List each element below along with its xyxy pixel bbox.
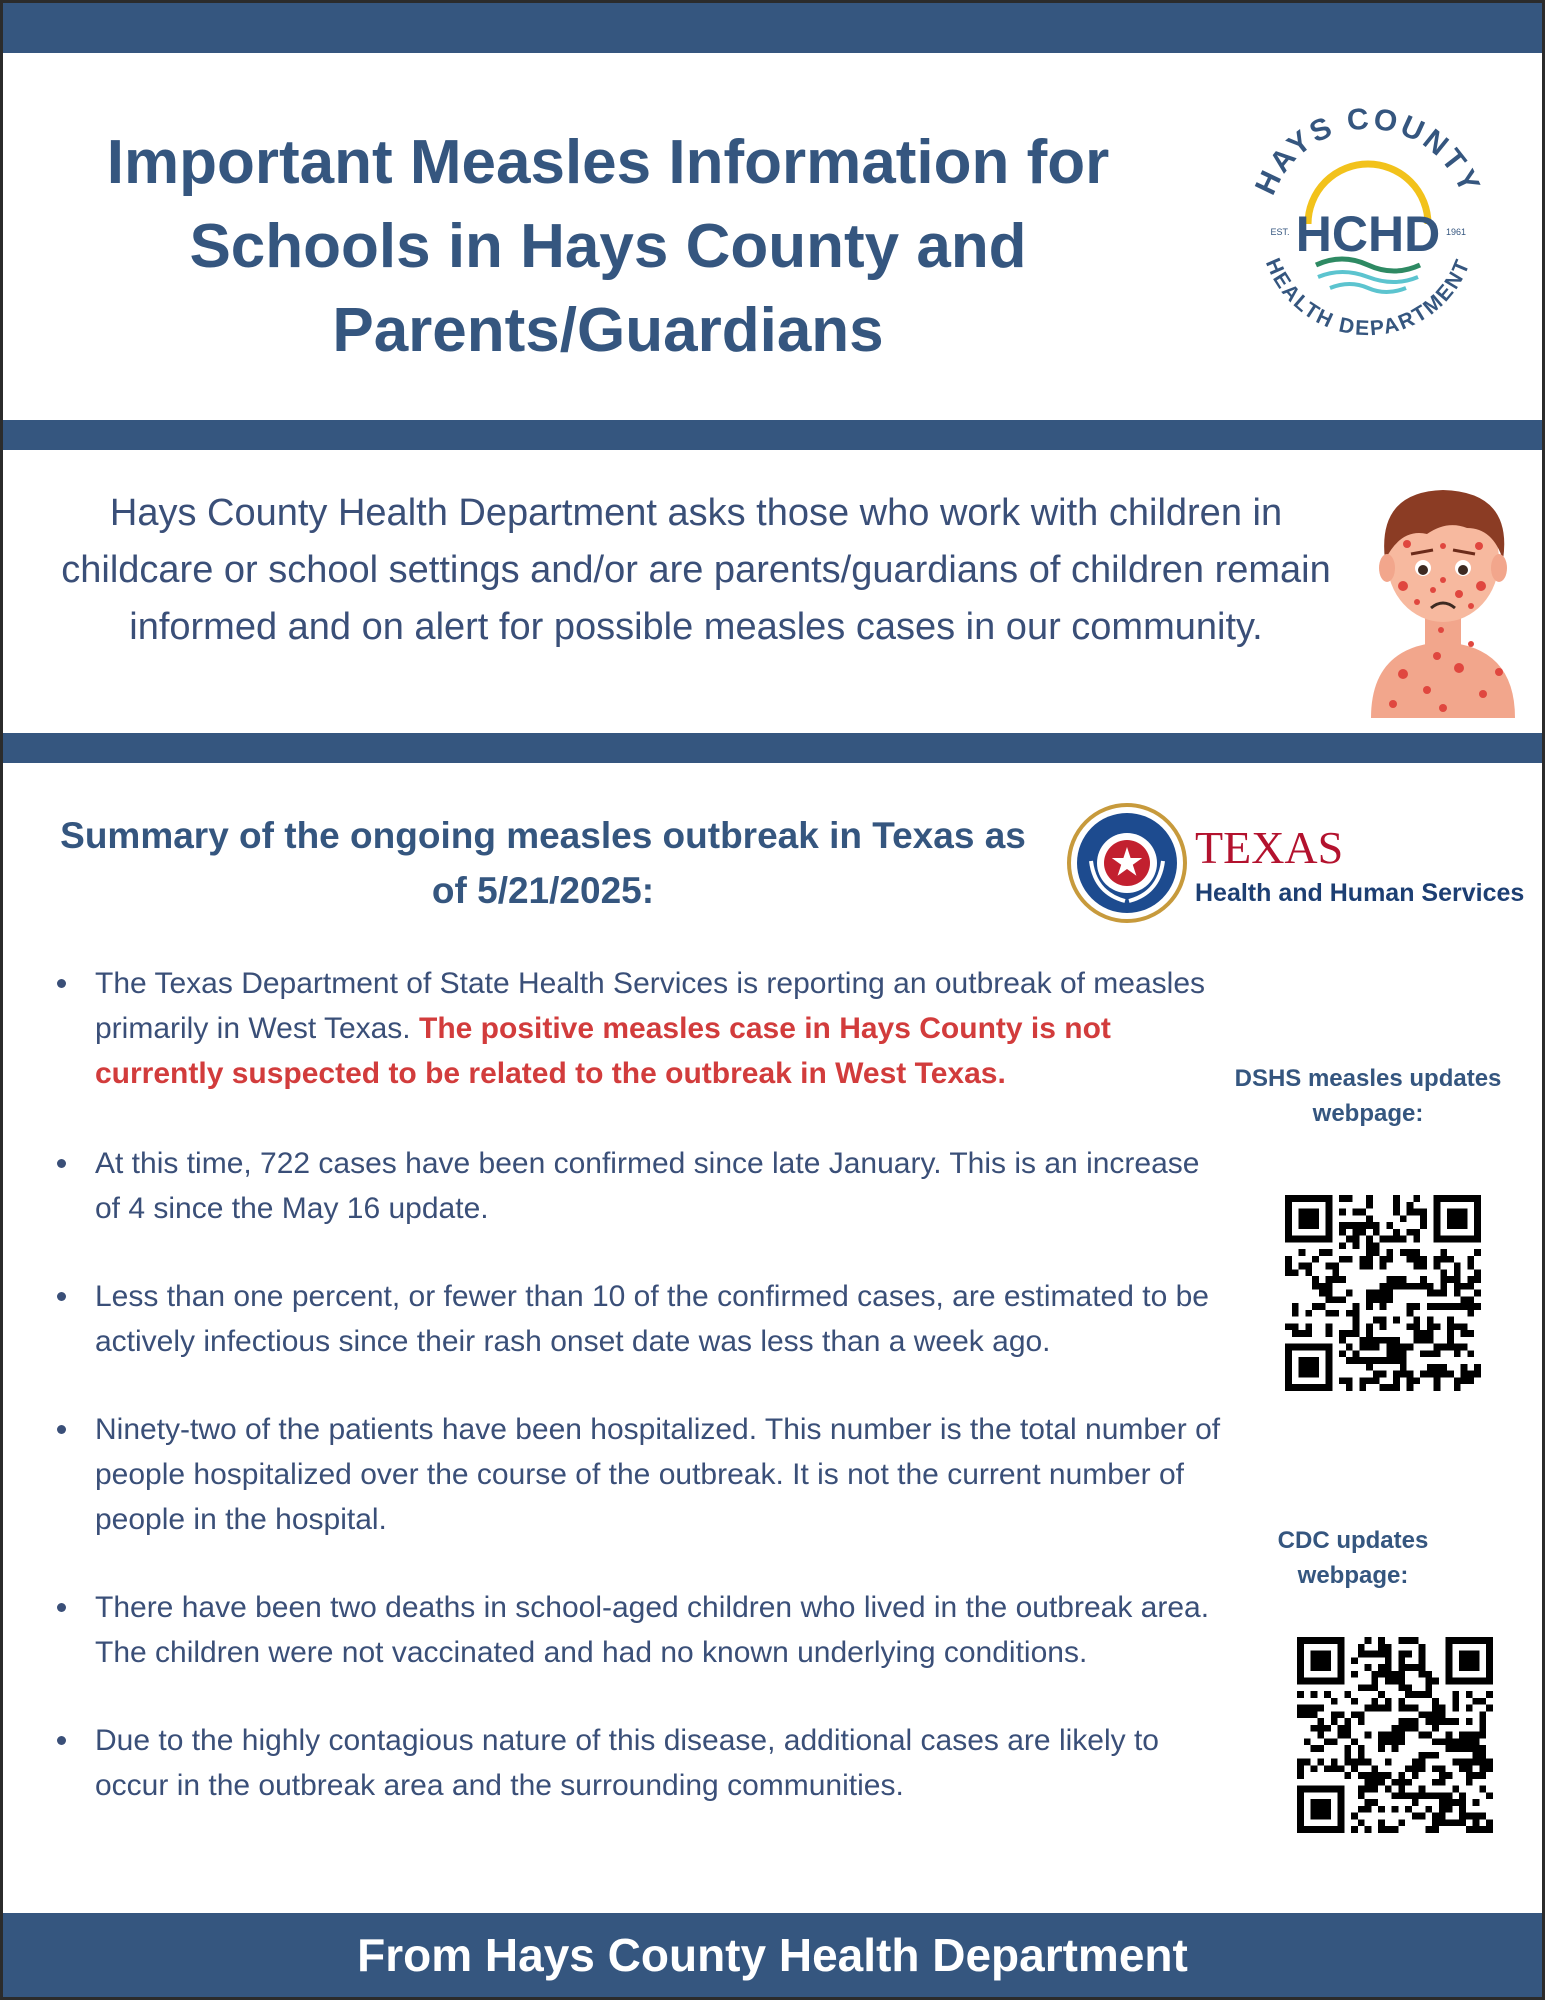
list-item [51,1274,1231,1364]
child-with-rash-illustration [1363,468,1523,718]
footer-text: From Hays County Health Department [357,1929,1188,1981]
hchd-logo [1238,99,1498,359]
logo-est-year: 1961 [1445,227,1467,237]
page-title: Important Measles Information for Schools in Hays County and Parents/Guardians [106,128,1110,365]
highlight-text: The positive measles case in Hays County is not currently suspected to be related to the outbreak in West Texas. [95,1012,1111,1090]
divider-band [3,420,1542,450]
texas-logo-subtitle: Health and Human Services [1195,879,1525,907]
list-item [51,1718,1231,1808]
bullet-text: At this time, 722 cases have been confirmed since late January. This is an increase of 4 since the May 16 update. [95,1147,1200,1225]
list-item [51,961,1231,1096]
bullet-text: Due to the highly contagious nature of this disease, additional cases are likely to occur in the outbreak area and the surrounding communities. [95,1724,1159,1802]
logo-bottom-text: HEALTH DEPARTMENT [1260,254,1476,341]
list-item [51,1585,1231,1675]
dshs-qr-label: DSHS measles updates webpage: [1234,1065,1502,1127]
bullet-text: There have been two deaths in school-aged children who lived in the outbreak area. The children were not vaccinated and had no known underlying conditions. [95,1591,1210,1669]
summary-title: Summary of the ongoing measles outbreak in Texas as of 5/21/2025: [60,815,1026,911]
outbreak-bullet-list [51,961,1231,1808]
bullet-text: Ninety-two of the patients have been hospitalized. This number is the total number of people hospitalized over the course of the outbreak. It is not the current number of people in the hospital. [95,1413,1221,1536]
bullet-text: Less than one percent, or fewer than 10 of the confirmed cases, are estimated to be actively infectious since their rash onset date was less than a week ago. [95,1280,1209,1358]
cdc-qr-label: CDC updates webpage: [1277,1527,1429,1589]
divider-band [3,733,1542,763]
logo-arc-text: HAYS COUNTY [1249,102,1487,200]
texas-logo-name: TEXAS [1195,822,1344,873]
texas-hhs-logo [1065,801,1525,925]
footer-band [3,1913,1542,1997]
list-item [51,1141,1231,1231]
svg-text:HAYS COUNTY [1249,102,1487,199]
intro-text: Hays County Health Department asks those who work with children in childcare or school settings and/or are parents/guardians of children remain informed and on alert for possible measles cases in our community. [61,492,1331,648]
cdc-qr-code[interactable] [1297,1637,1493,1833]
top-band [3,3,1542,53]
list-item [51,1407,1231,1542]
bullet-text: The Texas Department of State Health Services is reporting an outbreak of measles primarily in West Texas. [95,967,1206,1045]
logo-est-label: EST. [1270,227,1290,237]
dshs-qr-code[interactable] [1285,1195,1481,1391]
logo-center-text: HCHD [1295,206,1441,262]
